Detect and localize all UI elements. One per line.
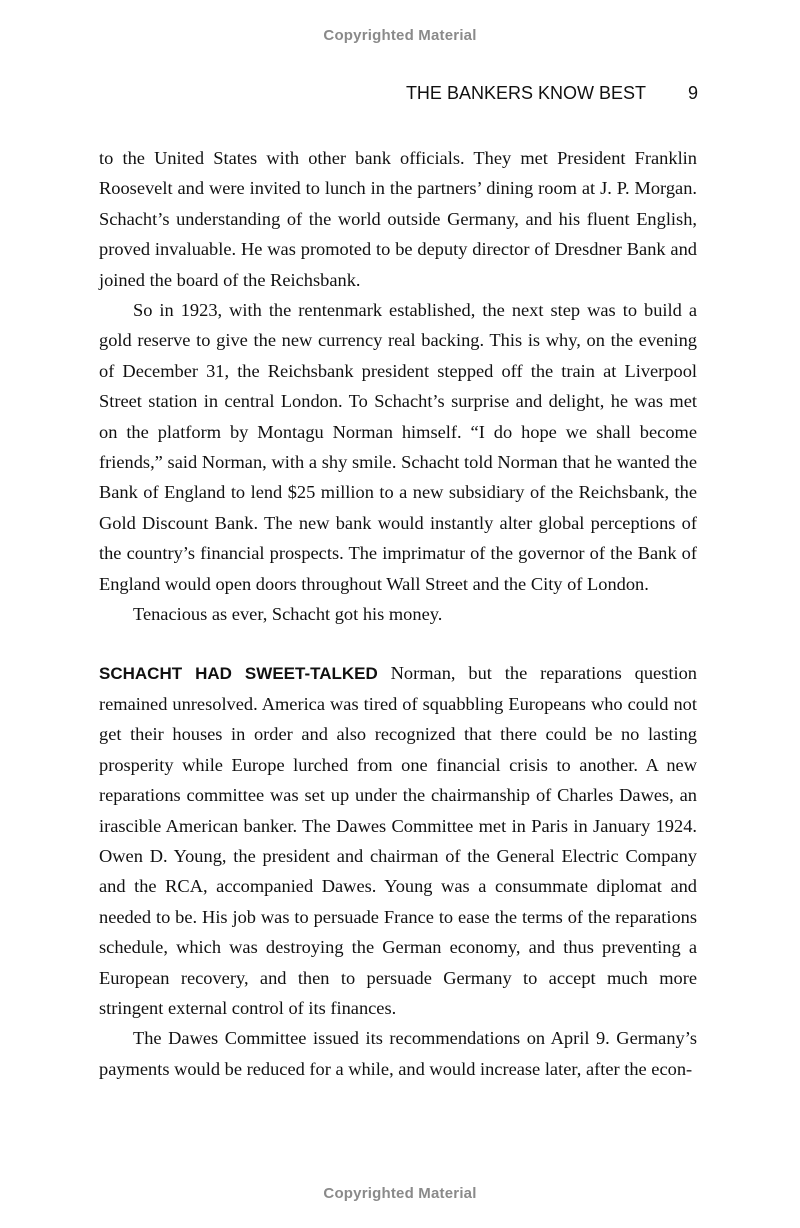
running-header [406,83,698,104]
copyright-watermark-top: Copyrighted Material [323,27,477,44]
paragraph-4 [99,658,697,1024]
page-number: 9 [687,83,698,103]
paragraph-1: to the United States with other bank officials. They met President Franklin Roosevelt and were invited to lunch in the partners’ dining room at J. P. Morgan. Schacht’s understanding of the world outside Germany, and his fluent English, proved invaluable. He was promoted to be deputy director of Dresdner Bank and joined the board of the Reichsbank. [99,148,697,290]
running-title: THE BANKERS KNOW BEST [405,83,646,103]
copyright-watermark-bottom: Copyrighted Material [323,1185,477,1202]
paragraph-3: Tenacious as ever, Schacht got his money. [133,604,443,625]
body-text [99,143,697,1084]
paragraph-5: The Dawes Committee issued its recommendations on April 9. Germany’s payments would be reduced for a while, and would increase later, after the econ- [99,1028,697,1079]
section-lead-in: SCHACHT HAD SWEET-TALKED [99,663,378,683]
paragraph-2: So in 1923, with the rentenmark established, the next step was to build a gold reserve to give the new currency real backing. This is why, on the evening of December 31, the Reichsbank president stepped off the train at Liverpool Street station in central London. To Schacht’s surprise and delight, he was met on the platform by Montagu Norman himself. “I do hope we shall become friends,” said Norman, with a shy smile. Schacht told Norman that he wanted the Bank of England to lend $25 million to a new subsidiary of the Reichsbank, the Gold Discount Bank. The new bank would instantly alter global perceptions of the country’s financial prospects. The imprimatur of the governor of the Bank of England would open doors throughout Wall Street and the City of London. [99,300,697,594]
paragraph-4-text: Norman, but the reparations question remained unresolved. America was tired of squabbling Europeans who could not get their houses in order and also recognized that there could be no lasting prosperity while Europe lurched from one financial crisis to another. A new reparations committee was set up under the chairmanship of Charles Dawes, an irascible American banker. The Dawes Committee met in Paris in January 1924. Owen D. Young, the president and chairman of the General Electric Company and the RCA, accompanied Dawes. Young was a consummate diplomat and needed to be. His job was to persuade France to ease the terms of the reparations schedule, which was destroying the German economy, and thus preventing a European recovery, and then to persuade Germany to accept much more stringent external control of its finances. [99,662,697,1018]
